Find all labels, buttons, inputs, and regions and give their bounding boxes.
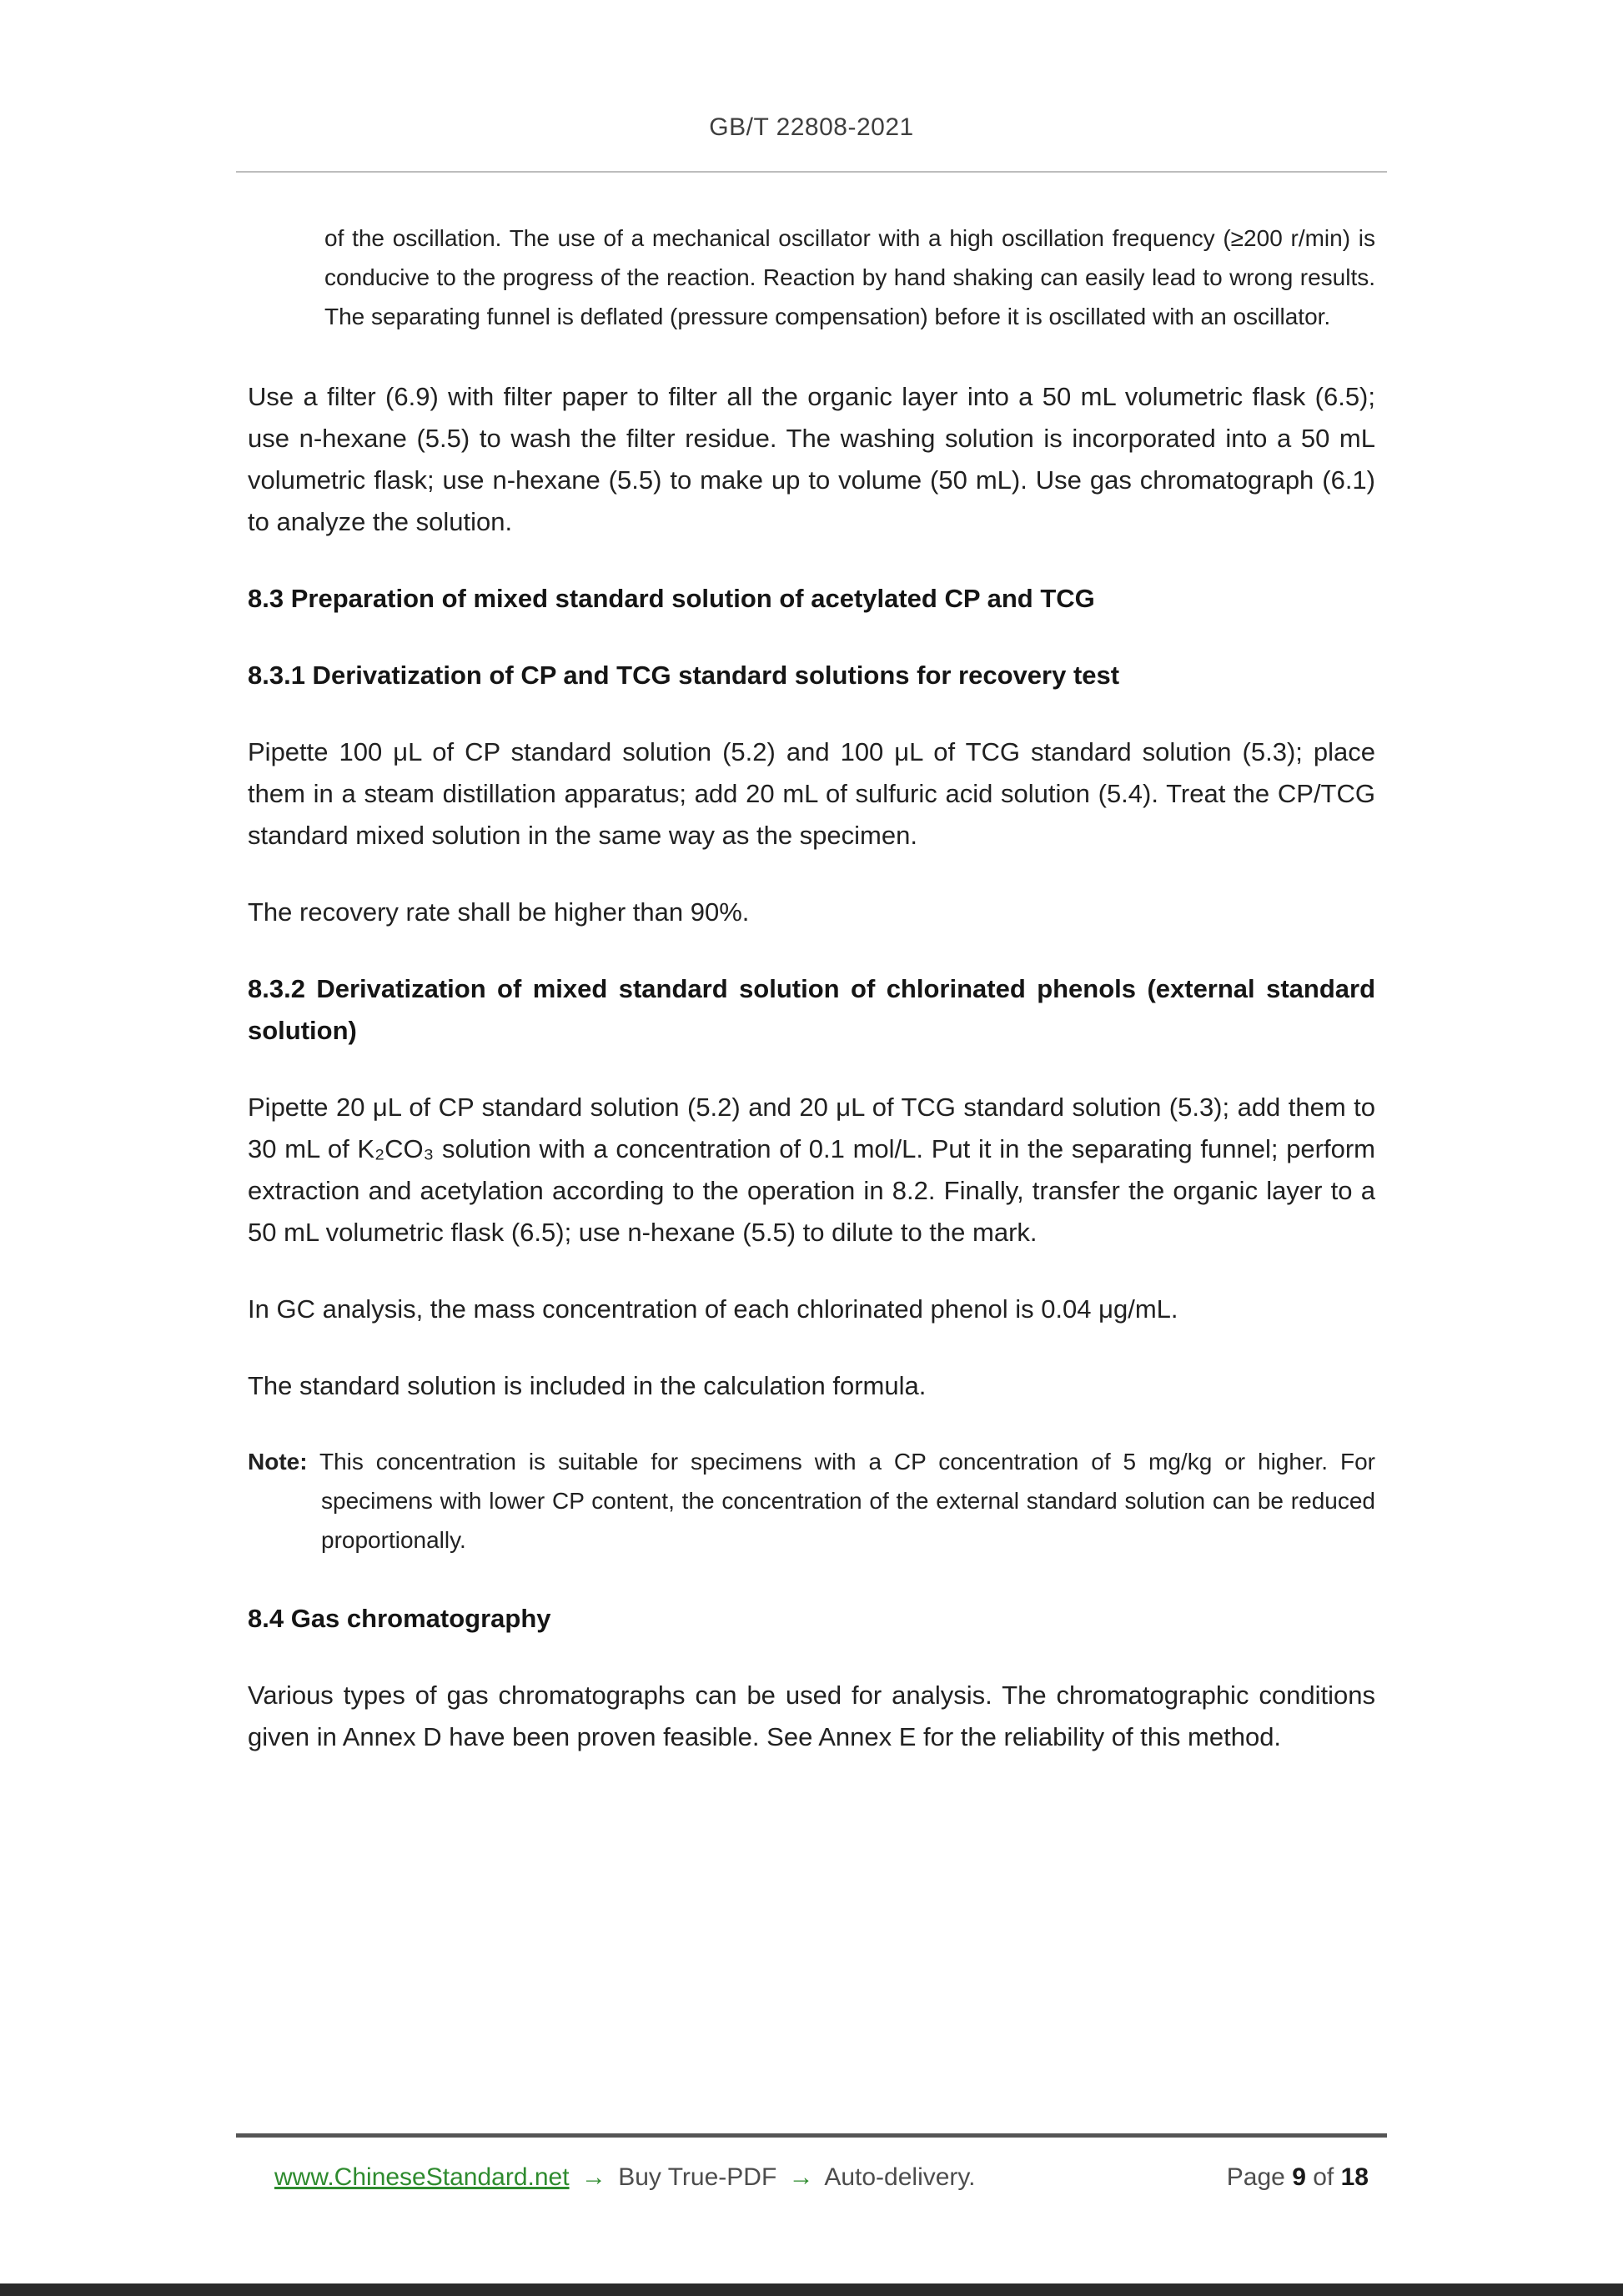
of-label: of [1313,2163,1334,2191]
page-content [248,219,1375,1793]
page-indicator [1227,2163,1375,2192]
footer-left-group [248,2163,976,2192]
footer-divider [236,2133,1387,2138]
heading-8-3: 8.3 Preparation of mixed standard solution of acetylated CP and TCG [248,584,1095,613]
total-page-number: 18 [1340,2163,1369,2191]
header-divider [236,171,1387,173]
paragraph-gc-analysis: In GC analysis, the mass concentration of each chlorinated phenol is 0.04 μg/mL. [248,1294,1178,1324]
bottom-edge-bar [0,2283,1623,2296]
arrow-icon: → [580,2163,606,2191]
paragraph-recovery-rate: The recovery rate shall be higher than 90%. [248,897,750,927]
paragraph-pipette-20: Pipette 20 μL of CP standard solution (5.2) and 20 μL of TCG standard solution (5.3); add them to 30 mL of K₂CO₃ solution with a concentration of 0.1 mol/L. Put it in the separating funnel; perform extraction and acetylation according to the operation in 8.2. Finally, transfer the organic layer to a 50 mL volumetric flask (6.5); use n-hexane (5.5) to dilute to the mark. [248,1093,1375,1247]
heading-8-4: 8.4 Gas chromatography [248,1604,551,1633]
note-continuation-paragraph: of the oscillation. The use of a mechanical oscillator with a high oscillation frequency (≥200 r/min) is conducive to the progress of the reaction. Reaction by hand shaking can easily lead to wrong results. The separating funnel is deflated (pressure compensation) before it is oscillated with an oscillator. [324,225,1375,329]
buy-true-pdf-label: Buy True-PDF [618,2163,777,2191]
heading-8-3-1: 8.3.1 Derivatization of CP and TCG standard solutions for recovery test [248,661,1120,690]
paragraph-various-types: Various types of gas chromatographs can be used for analysis. The chromatographic conditions given in Annex D have been proven feasible. See Annex E for the reliability of this method. [248,1681,1375,1751]
arrow-icon: → [788,2163,814,2191]
page-footer [248,2163,1375,2192]
website-link[interactable]: www.ChineseStandard.net [274,2163,570,2191]
note-text: This concentration is suitable for specimens with a CP concentration of 5 mg/kg or higher. For specimens with lower CP content, the concentration of the external standard solution can be reduced proportionally. [319,1449,1376,1553]
page-label: Page [1226,2163,1285,2191]
note-block [248,1442,1375,1560]
heading-8-3-2: 8.3.2 Derivatization of mixed standard solution of chlorinated phenols (external standard solution) [248,974,1375,1045]
paragraph-filter: Use a filter (6.9) with filter paper to filter all the organic layer into a 50 mL volumetric flask (6.5); use n-hexane (5.5) to wash the filter residue. The washing solution is incorporated into a 50 mL volumetric flask; use n-hexane (5.5) to make up to volume (50 mL). Use gas chromatograph (6.1) to analyze the solution. [248,382,1375,536]
document-number-header: GB/T 22808-2021 [709,113,914,141]
auto-delivery-label: Auto-delivery. [824,2163,976,2191]
paragraph-standard-solution: The standard solution is included in the calculation formula. [248,1371,927,1400]
paragraph-pipette-100: Pipette 100 μL of CP standard solution (5.2) and 100 μL of TCG standard solution (5.3); place them in a steam distillation apparatus; add 20 mL of sulfuric acid solution (5.4). Treat the CP/TCG standard mixed solution in the same way as the specimen. [248,737,1375,850]
note-label: Note: [248,1449,308,1475]
current-page-number: 9 [1292,2163,1306,2191]
